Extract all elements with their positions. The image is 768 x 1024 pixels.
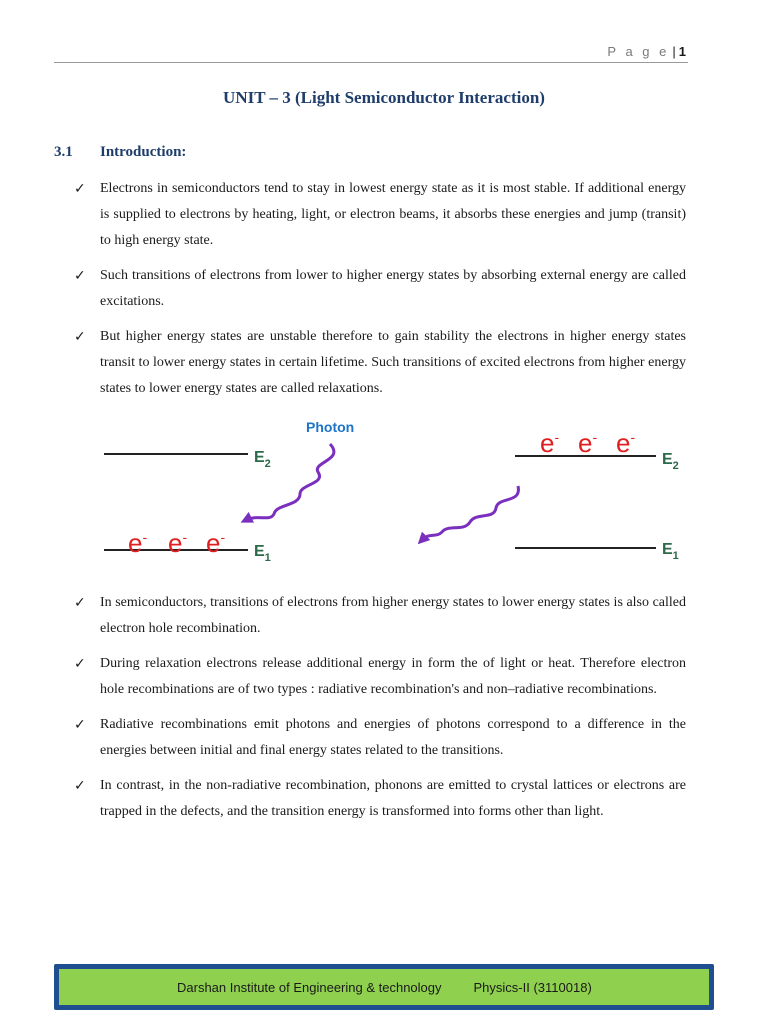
bullet-text: In contrast, in the non-radiative recombination, phonons are emitted to crystal lattices or electrons are trapped in the defects, and the transition energy is transformed into forms other than light. [100, 778, 686, 819]
electron-upper-2: e- [578, 428, 598, 458]
electron-lower-3: e- [206, 528, 226, 558]
section-number: 3.1 [54, 144, 73, 160]
list-item [74, 324, 686, 402]
list-item [74, 263, 686, 315]
page-header [54, 44, 688, 62]
bullet-text: But higher energy states are unstable therefore to gain stability the electrons in higher energy states transit to lower energy states in certain lifetime. Such transitions of excited electrons from higher energy states to lower energy states are called relaxations. [100, 329, 686, 396]
check-icon: ✓ [74, 181, 86, 197]
list-item [74, 176, 686, 254]
list-item [74, 590, 686, 642]
photon-wave-emitted [422, 486, 518, 540]
electron-lower-1: e- [128, 528, 148, 558]
level-label-e1-left: $E_1$ [254, 543, 271, 564]
check-icon: ✓ [74, 656, 86, 672]
bullet-list-bottom [74, 590, 686, 834]
section-heading [54, 144, 186, 161]
list-item [74, 712, 686, 764]
bullet-text: Such transitions of electrons from lower to higher energy states by absorbing external energy are called excitations. [100, 268, 686, 309]
check-icon: ✓ [74, 778, 86, 794]
electron-lower-2: e- [168, 528, 188, 558]
level-label-e1-right: $E_1$ [662, 541, 679, 562]
footer-institute: Darshan Institute of Engineering & technology [177, 979, 442, 995]
bullet-text: Radiative recombinations emit photons and energies of photons correspond to a difference in the energies between initial and final energy states related to the transitions. [100, 717, 686, 758]
unit-title: UNIT – 3 (Light Semiconductor Interaction) [223, 88, 545, 107]
check-icon: ✓ [74, 268, 86, 284]
page-separator: | [672, 44, 676, 59]
page-number-value: 1 [678, 44, 686, 59]
page-footer [54, 964, 714, 1010]
list-item [74, 773, 686, 825]
section-title: Introduction: [100, 144, 187, 160]
bullet-text: In semiconductors, transitions of electrons from higher energy states to lower energy states is also called electron hole recombination. [100, 595, 686, 636]
bullet-list-top [74, 176, 686, 411]
footer-course: Physics-II (3110018) [473, 979, 592, 995]
electron-upper-3: e- [616, 428, 636, 458]
footer-band [59, 969, 709, 1005]
page-label: P a g e [607, 44, 670, 59]
check-icon: ✓ [74, 717, 86, 733]
bullet-text: Electrons in semiconductors tend to stay in lowest energy state as it is most stable. If additional energy is supplied to electrons by heating, light, or electron beams, it absorbs these energies and jump (transit) to high energy state. [100, 181, 686, 248]
level-label-e2-right: $E_2$ [662, 451, 679, 472]
list-item [74, 651, 686, 703]
photon-label: Photon [306, 419, 355, 435]
bullet-text: During relaxation electrons release additional energy in form the of light or heat. Therefore electron hole recombinations are of two types : radiative recombination's and non–radiative recombinations. [100, 656, 686, 697]
page-number [607, 44, 686, 59]
energy-level-diagram [0, 410, 768, 580]
level-label-e2-left: $E_2$ [254, 449, 271, 470]
check-icon: ✓ [74, 329, 86, 345]
electron-upper-1: e- [540, 428, 560, 458]
check-icon: ✓ [74, 595, 86, 611]
header-rule [54, 62, 688, 63]
